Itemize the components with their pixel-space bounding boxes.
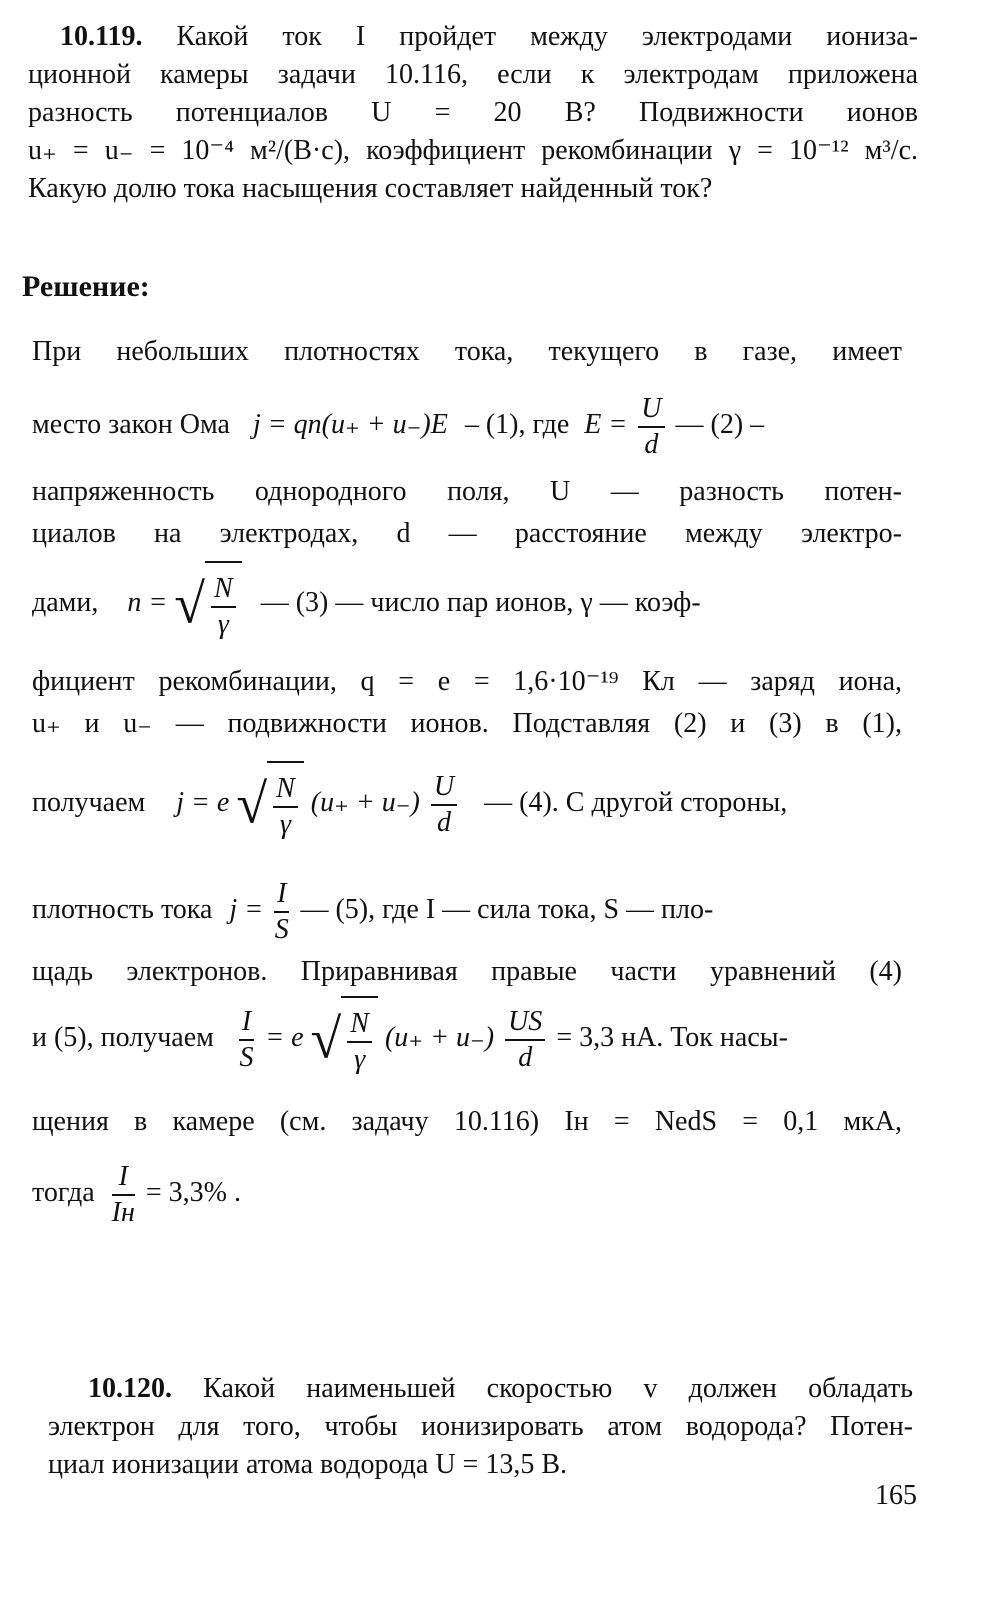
formula-eq-e: = e [265,1022,304,1053]
problem-119-line-5: Какую долю тока насыщения составляет найденный ток? [28,173,713,204]
problem-120-line-3: циал ионизации атома водорода U = 13,5 В. [48,1449,568,1480]
formula-mobility-sum: (u₊ + u₋) [310,787,420,818]
formula-ohm: j = qn(u₊ + u₋)E [252,409,448,440]
text-eq4: — (4). С другой стороны, [484,787,788,818]
text-result-current: = 3,3 нА. Ток насы- [556,1022,788,1053]
solution-line-5 [32,560,902,646]
text-plotnost: плотность тока [32,894,213,925]
solution-line-13 [32,1150,902,1236]
solution-line-3: напряженность однородного поля, U — разность потен- [32,476,902,507]
problem-120-line-2: электрон для того, чтобы ионизировать атом водорода? Потен- [48,1411,913,1442]
solution-line-9 [32,870,902,950]
fraction-i-over-s-2: $\frac{I}{S}$ [239,1005,254,1073]
fraction-u-over-d-2: $\frac{U}{d}$ [431,770,457,840]
text-i-5-poluchaem: и (5), получаем [32,1022,214,1053]
problem-119-line-1 [60,20,918,54]
formula-e-lhs: E = [584,409,628,440]
fraction-i-over-s: $\frac{I}{S}$ [274,877,289,945]
solution-line-12: щения в камере (см. задачу 10.116) Iн = NedS = 0,1 мкА, [32,1106,902,1137]
problem-119-text-1: Какой ток I пройдет между электродами иониза- [176,21,919,52]
text-eq3: — (3) — число пар ионов, γ — коэф- [260,587,701,618]
formula-j-e: j = e [176,787,230,818]
solution-line-7: u₊ и u₋ — подвижности ионов. Подставляя (2) и (3) в (1), [32,708,902,739]
problem-120-text-1: Какой наименьшей скоростью v должен обладать [203,1373,913,1404]
text-damy: дами, [32,587,99,618]
sqrt-n-over-gamma-2: √ $\frac{N}{\gamma}$ [236,760,303,849]
solution-line-10: щадь электронов. Приравнивая правые части уравнений (4) [32,956,902,987]
text-ratio-result: = 3,3% . [145,1177,241,1208]
formula-j-lhs: j = [229,894,264,925]
text-eq2: — (2) – [675,409,765,440]
formula-mobility-sum-2: (u₊ + u₋) [384,1022,495,1053]
text-ohm-law: место закон Ома [32,409,230,440]
solution-heading: Решение: [22,270,150,303]
solution-line-11 [32,995,902,1081]
problem-119-line-2: ционной камеры задачи 10.116, если к электродам приложена [28,59,918,90]
solution-line-4: циалов на электродах, d — расстояние между электро- [32,518,902,549]
fraction-u-over-d: $\frac{U}{d}$ [638,392,664,462]
text-eq5: — (5), где I — сила тока, S — пло- [300,894,714,925]
text-togda: тогда [32,1177,95,1208]
solution-line-8 [32,760,902,846]
solution-line-6: фициент рекомбинации, q = e = 1,6·10⁻¹⁹ Кл — заряд иона, [32,666,902,697]
page-number: 165 [875,1480,917,1511]
sqrt-n-over-gamma: √ $\frac{N}{\gamma}$ [174,560,241,649]
fraction-i-over-in: $\frac{I}{Iн}$ [111,1160,135,1228]
problem-119-number: 10.119. [60,21,143,52]
text-poluchaem: получаем [32,787,146,818]
solution-line-2 [32,385,902,465]
problem-119-line-3: разность потенциалов U = 20 В? Подвижности ионов [28,97,918,128]
problem-119-line-4: u₊ = u₋ = 10⁻⁴ м²/(В·с), коэффициент рекомбинации γ = 10⁻¹² м³/с. [28,135,918,166]
problem-120-number: 10.120. [88,1373,172,1404]
formula-n-lhs: n = [127,587,168,618]
text-eq1: – (1), где [464,409,570,440]
sqrt-n-over-gamma-3: √ $\frac{N}{\gamma}$ [311,995,378,1084]
problem-120-line-1 [88,1372,913,1406]
solution-line-1: При небольших плотностях тока, текущего в газе, имеет [32,336,902,367]
fraction-us-over-d: $\frac{US}{d}$ [505,1005,545,1075]
